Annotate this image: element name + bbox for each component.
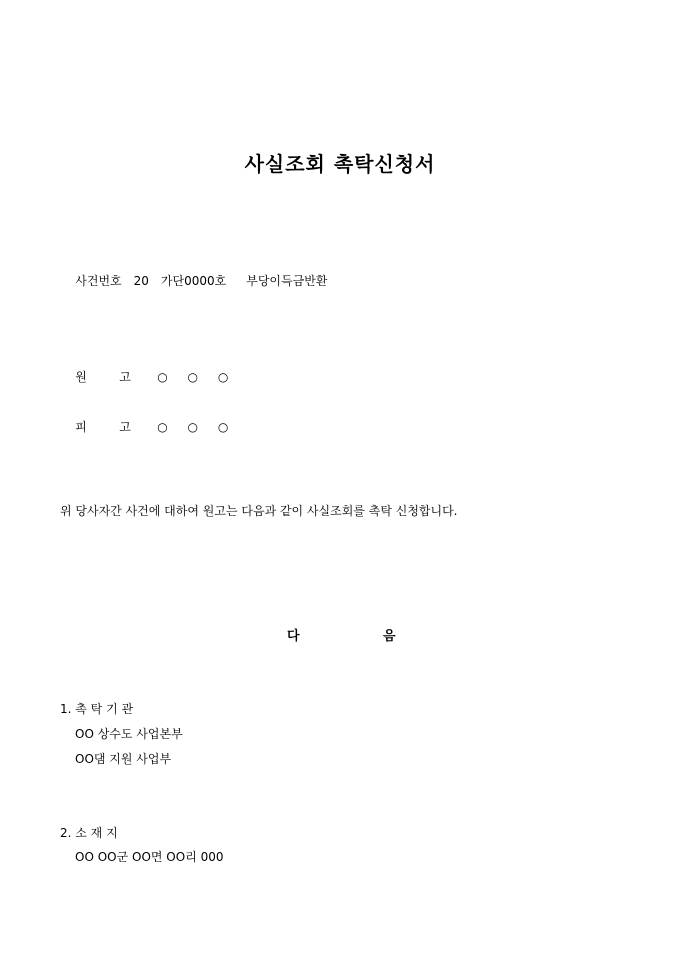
defendant-label-1: 피 xyxy=(75,420,87,434)
defendant-name: ○ ○ ○ xyxy=(157,420,237,434)
case-year: 20 xyxy=(133,274,149,288)
section2-title: 2. 소 재 지 xyxy=(60,826,118,840)
plaintiff-label-2: 고 xyxy=(119,370,131,384)
heading-da: 다 xyxy=(287,629,300,644)
section1-title: 1. 촉 탁 기 관 xyxy=(60,702,134,716)
plaintiff-row xyxy=(60,354,236,399)
heading-eum: 음 xyxy=(383,629,396,644)
case-label: 사건번호 xyxy=(75,274,122,288)
section1-item: OO댐 지원 사업부 xyxy=(75,752,172,766)
section2-item: OO OO군 OO면 OO리 000 xyxy=(75,850,224,864)
section1-item: OO 상수도 사업본부 xyxy=(75,727,183,741)
case-info xyxy=(60,258,339,303)
case-name: 부당이득금반환 xyxy=(246,274,328,288)
document-title: 사실조회 촉탁신청서 xyxy=(244,152,436,176)
plaintiff-name: ○ ○ ○ xyxy=(157,370,237,384)
defendant-row xyxy=(60,404,236,449)
plaintiff-label-1: 원 xyxy=(75,370,87,384)
defendant-label-2: 고 xyxy=(119,420,131,434)
request-statement: 위 당사자간 사건에 대하여 원고는 다음과 같이 사실조회를 촉탁 신청합니다. xyxy=(60,504,458,518)
case-number: 가단0000호 xyxy=(160,274,227,288)
